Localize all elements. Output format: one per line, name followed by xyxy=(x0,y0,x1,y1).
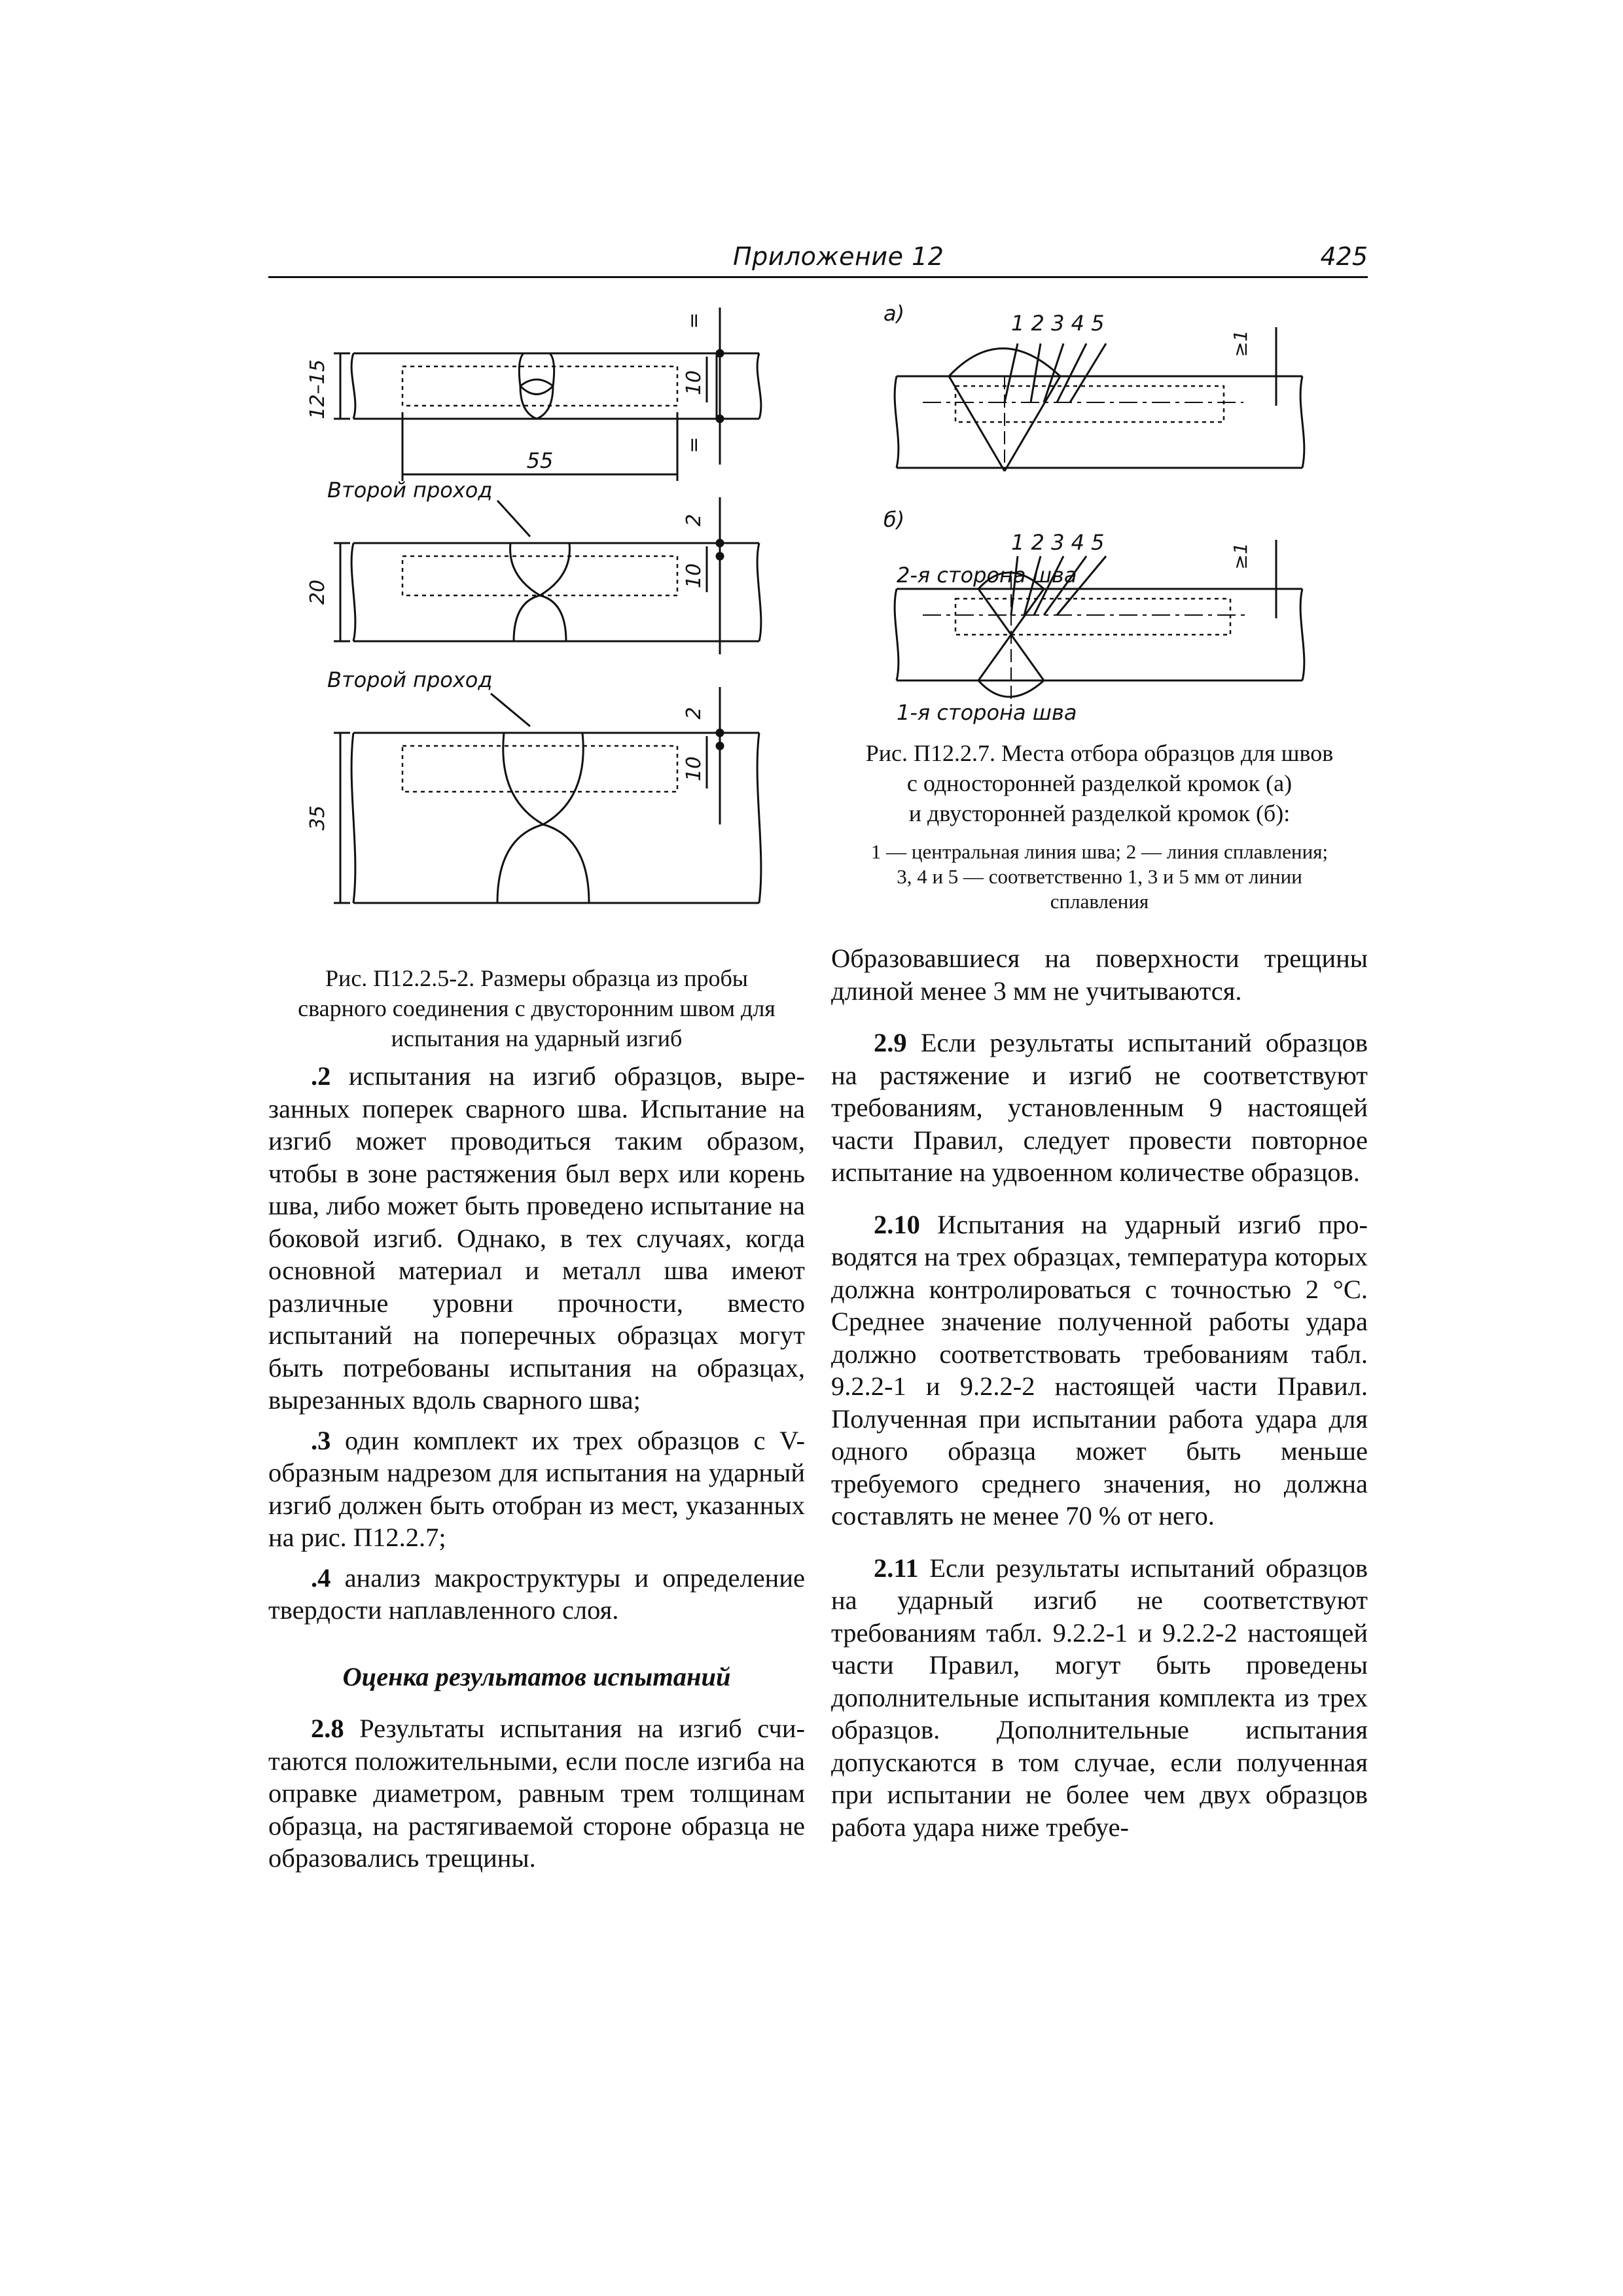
right-column xyxy=(831,942,1368,1843)
dim-10-b: 10 xyxy=(683,563,705,589)
dim-55: 55 xyxy=(526,448,554,473)
label-b: б) xyxy=(883,507,905,532)
para-2-8: 2.8 Результаты испытания на изгиб считаются положительными, если после изгиба на оправке диаметром, равным трем толщинам образца, на растягиваемой стороне образца не образовались трещины. xyxy=(268,1714,806,1873)
label-a: а) xyxy=(883,301,905,326)
running-title: Приложение 12 xyxy=(733,242,944,271)
dim-2-b: 2 xyxy=(683,707,705,720)
left-column xyxy=(268,1060,805,1875)
figure-sampling-locations xyxy=(844,288,1342,733)
dim-eq-bottom: = xyxy=(683,436,705,453)
figure-left-caption: Рис. П12.2.5-2. Размеры образца из пробы сварного соединения с двусторонним швом для испытания на ударный изгиб xyxy=(298,965,776,1051)
running-header xyxy=(268,242,1368,278)
dim-eq-top: = xyxy=(683,312,705,329)
dim-35: 35 xyxy=(306,805,329,831)
dim-12-15: 12–15 xyxy=(306,359,329,419)
dim-10-a: 10 xyxy=(683,370,705,396)
para-2-11: 2.11 Если результаты испытаний образцов на ударный изгиб не соответствуют требованиям табл. 9.2.2-1 и 9.2.2-2 настоящей части Правил, могут быть проведены дополнительные испытания комплекта из трех образцов. Дополнительные испытания допускаются в том случае, если полученная при испытании не более чем двух образцов работа удара ниже требуе- xyxy=(831,1553,1368,1842)
para-continued: Образовавшиеся на поверхности трещины длиной менее 3 мм не учитываются. xyxy=(831,944,1368,1006)
label-second-pass-2: Второй проход xyxy=(327,667,493,692)
label-side-1: 1-я сторона шва xyxy=(897,700,1077,725)
dim-10-c: 10 xyxy=(683,756,705,782)
para-2-9: 2.9 Если результаты испытаний образцов на растяжение и изгиб не соответствуют требованиям, установленным 9 настоящей части Правил, следует провести повторное испытание на удвоенном количестве образцов. xyxy=(831,1028,1368,1187)
dim-2-a: 2 xyxy=(683,514,705,527)
para-2-10: 2.10 Испытания на ударный изгиб проводятся на трех образцах, температура которых должна контролироваться с точностью 2 °С. Среднее значение полученной работы удара должно соответствовать требованиям табл. 9.2.2-1 и 9.2.2-2 настоящей части Правил. Полученная при испытании работа удара для одного образца может быть меньше требуемого среднего значения, но должна составлять не менее 70 % от него. xyxy=(831,1209,1368,1530)
item-4: .4 анализ макроструктуры и определение твердости наплавленного слоя. xyxy=(268,1563,806,1625)
figure-right-legend: 1 — центральная линия шва; 2 — линия сплавления; 3, 4 и 5 — соответственно 1, 3 и 5 мм от линии сплавления xyxy=(870,840,1329,913)
section-heading: Оценка результатов испытаний xyxy=(342,1661,731,1691)
numbers-a: 1 2 3 4 5 xyxy=(1011,311,1105,336)
item-3: .3 один комплект их трех образцов с V-образным надрезом для испытания на ударный изгиб должен быть отобран из мест, указанных на рис. П12.2.7; xyxy=(268,1425,805,1552)
label-side-2: 2-я сторона шва xyxy=(897,563,1077,588)
label-second-pass-1: Второй проход xyxy=(327,478,493,503)
ge1-a: ≥1 xyxy=(1230,330,1251,357)
figure-right-caption: Рис. П12.2.7. Места отбора образцов для швов с односторонней разделкой кромок (а) и двусторонней разделкой кромок (б): xyxy=(865,740,1334,826)
page-number: 425 xyxy=(1320,242,1368,271)
dim-20: 20 xyxy=(306,579,329,605)
figure-specimen-dimensions xyxy=(288,288,785,955)
numbers-b: 1 2 3 4 5 xyxy=(1011,530,1105,555)
ge1-b: ≥1 xyxy=(1230,542,1251,570)
item-2: .2 испытания на изгиб образцов, вырезанных поперек сварного шва. Испытание на изгиб может проводиться таким образом, чтобы в зоне растяжения был верх или корень шва, либо может быть проведено испытание на боковой изгиб. Однако, в тех случаях, когда основной материал и металл шва имеют различные уровни прочности, вместо испытаний на поперечных образцах могут быть потребованы испытания на образцах, вырезанных вдоль сварного шва; xyxy=(268,1061,805,1415)
